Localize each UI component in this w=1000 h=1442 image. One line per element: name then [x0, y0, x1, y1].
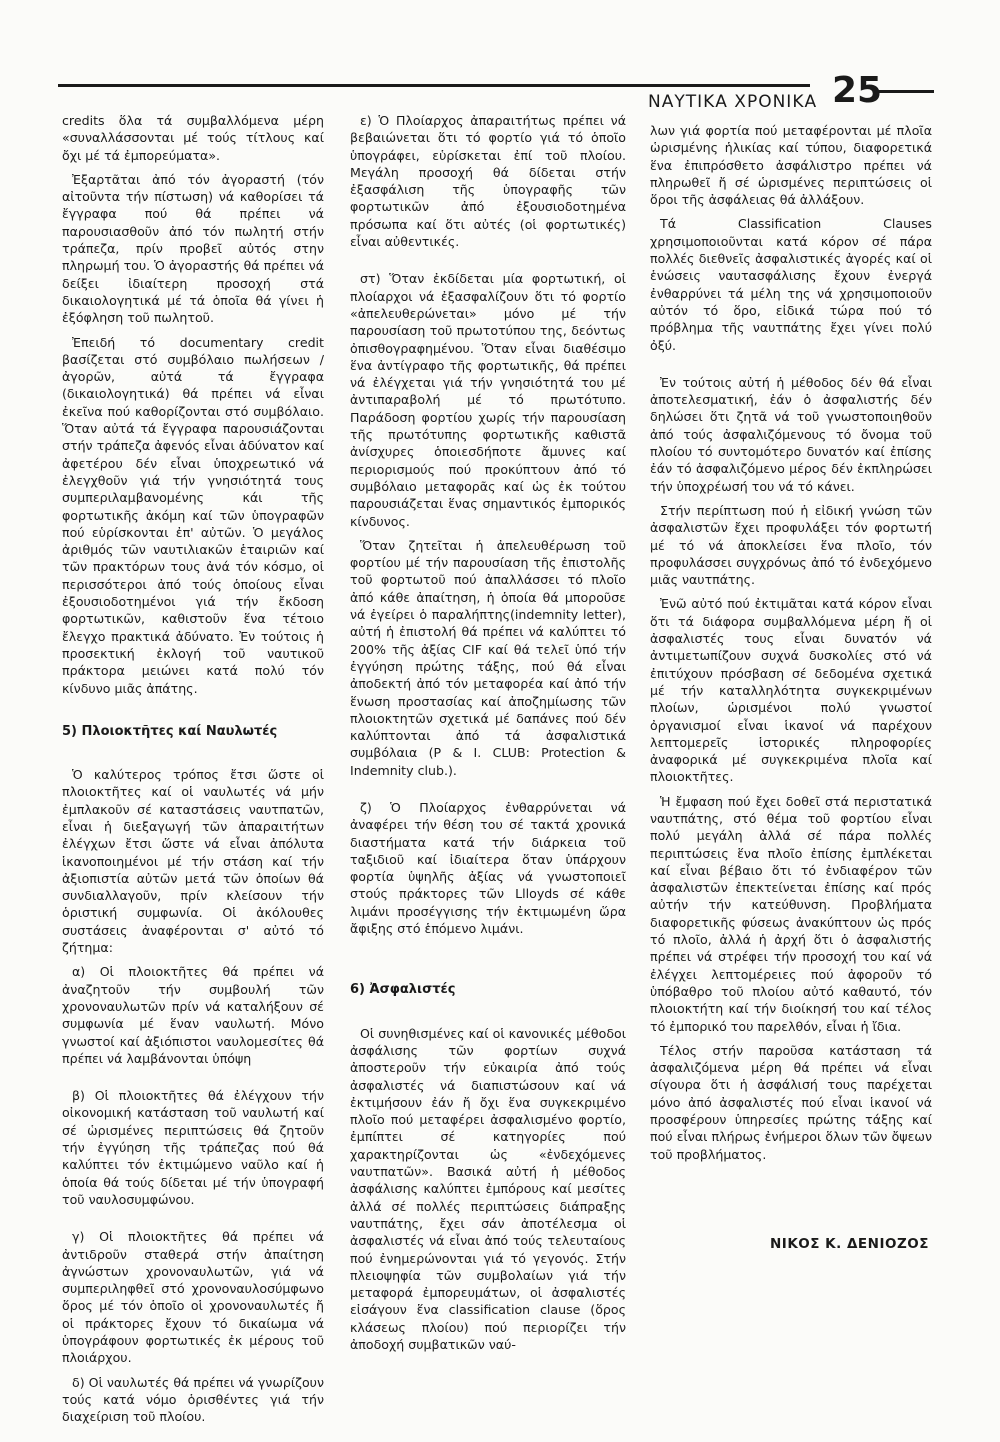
header-rule-right [878, 90, 934, 93]
section-heading-6: 6) Ἀσφαλιστές [350, 982, 456, 998]
list-item: ε) Ὁ Πλοίαρχος ἀπαραιτήτως πρέπει νά βεβαιώνεται ὅτι τό φορτίο γιά τό ὁποῖο ὑπογράφει, εὑρίσκεται ἐπί τοῦ πλοίου. Μεγάλη προσοχή θά δίδεται στήν ἐξασφάλιση τῆς ὑπογραφῆς τῶν φορτωτικῶν ἀπό ἐξουσιοδοτημένα πρόσωπα καί ὅτι αὐτές (οἱ φορτωτικές) εἶναι αὐθεντικές. [350, 113, 626, 250]
page-number: 25 [832, 70, 883, 111]
paragraph: Ἐνῶ αὐτό πού ἐκτιμᾶται κατά κόρον εἶναι ὅτι τά διάφορα συμβαλλόμενα μέρη ἤ οἱ ἀσφαλιστές τους εἶναι δυνατόν νά ἀντιμετωπίζουν συχνά δυσκολίες στό νά ἐπιτύχουν πρόσβαση σέ δεδομένα σχετικά μέ τήν καταλληλότητα συγκεκριμένων πλοίων, ὡρισμένοι πολύ γνωστοί ὀργανισμοί εἶναι ἱκανοί νά παρέχουν λεπτομερεῖς ἱστορικές πληροφορίες ἀναφορικά μέ συγκεκριμένα πλοῖα καί πλοιοκτῆτες. [650, 596, 932, 785]
paragraph: Οἱ συνηθισμένες καί οἱ κανονικές μέθοδοι ἀσφάλισης τῶν φορτίων συχνά ἀποστεροῦν τήν εὐκαιρία ἀπό τούς ἀσφαλιστές νά διαπιστώσουν καί νά ἐκτιμήσουν ἐάν ἤ ὄχι ἕνα συγκεκριμένο πλοῖο πού μεταφέρει ἀσφαλισμένο φορτίο, ἐμπίπτει σέ κατηγορίες πού χαρακτηρίζονται ὡς «ἐνδεχόμενες ναυτπατῶν». Βασικά αὐτή ἡ μέθοδος ἀσφάλισης καλύπτει ἐμπόρους καί μεσίτες ἀλλά σέ πολλές περιπτώσεις διάπραξης ναυτπάτης, ἔχει σάν ἀποτέλεσμα οἱ ἀσφαλιστές νά εἶναι ἀπό τούς τελευταίους πού ἐνημερώνονται γιά τό γεγονός. Στήν πλειοψηφία τῶν συμβολαίων γιά τήν μεταφορά ἐμπορευμάτων, οἱ ἀσφαλιστές εἰσάγουν ἕνα classification clause (ὅρος κλάσεως πλοίου) πού περιορίζει τήν ἀποδοχή συμβατικῶν ναύ- [350, 1025, 626, 1352]
paragraph: Ὁ καλύτερος τρόπος ἔτσι ὥστε οἱ πλοιοκτῆτες καί οἱ ναυλωτές νά μήν ἐμπλακοῦν σέ καταστάσεις ναυτπατῶν, εἶναι ἡ διεξαγωγή τῶν ἀπαραιτήτων ἐλέγχων ἔτσι ὥστε νά εἶναι ἀπόλυτα ἱκανοποιημένοι μέ τήν στάση καί τήν ἀξιοπιστία αὐτῶν μετά τῶν ὁποίων θά συνδιαλλαγοῦν, πρίν κλείσουν τήν ὁριστική συμφωνία. Οἱ ἀκόλουθες συστάσεις ἀναφέρονται σ' αὐτό τό ζήτημα: [62, 767, 324, 956]
paragraph: Ἐξαρτᾶται ἀπό τόν ἀγοραστή (τόν αἰτοῦντα τήν πίστωση) νά καθορίσει τά ἔγγραφα πού θά πρέπει νά παρουσιασθοῦν ἀπό τόν πωλητή στήν τράπεζα, πρίν προβεῖ αὐτός στην πληρωμή του. Ὁ ἀγοραστής θά πρέπει νά δείξει ἰδιαίτερη προσοχή στά δικαιολογητικά μέ τά ὁποῖα θά γίνει ἡ ἐξόφληση τοῦ πωλητοῦ. [62, 171, 324, 326]
paragraph: credits ὅλα τά συμβαλλόμενα μέρη «συναλλάσσονται μέ τούς τίτλους καί ὄχι μέ τά ἐμπορεύματα». [62, 113, 324, 163]
section-heading-5: 5) Πλοιοκτῆτες καί Ναυλωτές [62, 723, 278, 739]
paragraph: λων γιά φορτία πού μεταφέρονται μέ πλοῖα ὡρισμένης ἡλικίας καί τύπου, διαφορετικά ἕνα ἐπιπρόσθετο ἀσφάλιστρο πρέπει νά πληρωθεῖ ἤ σέ ὡρισμένες περιπτώσεις οἱ ὅροι τῆς ἀσφάλειας θά ἀλλάξουν. [650, 123, 932, 208]
magazine-title: ΝΑΥΤΙΚΑ ΧΡΟΝΙΚΑ [648, 92, 818, 112]
paragraph: Ἐν τούτοις αὐτή ἡ μέθοδος δέν θά εἶναι ἀποτελεσματική, ἐάν ὁ ἀσφαλιστής δέν δηλώσει ὅτι ζητᾶ νά τοῦ γνωστοποιηθοῦν ἀπό τούς ἀσφαλιζόμενους τό ὄνομα τοῦ πλοίου τό συντομότερο δυνατόν καί ἐπίσης ἐάν τό ἀσφαλιζόμενο μέρος δέν ἐκπληρώσει τήν ὑποχρέωσή του νά τό κάνει. [650, 374, 932, 494]
paragraph: Ἡ ἔμφαση πού ἔχει δοθεῖ στά περιστατικά ναυτπάτης, στό θέμα τοῦ φορτίου εἶναι πολύ μεγάλη ἀλλά σέ πάρα πολλές περιπτώσεις ἕνα πλοῖο ἐπίσης ἐμπλέκεται καί εἶναι βέβαιο ὅτι τό ἐνδιαφέρον τῶν ἀσφαλιστῶν ἐπεκτείνεται ἐπίσης καί πρός αὐτήν τήν κατεύθυνση. Προβλήματα διαφορετικῆς φύσεως ἀνακύπτουν ὡς πρός τό πλοῖο, ἀλλά ἡ ἀρχή ὅτι ὁ ἀσφαλιστής πρέπει νά στρέφει τήν προσοχή του καί νά ἐλέγχει λεπτομέρειες πού ἀφοροῦν τό ὑπόβαθρο τοῦ πλοίου αὐτό καθαυτό, τόν πλοιοκτήτη καί τήν διοίκησή του καί τέλος τό ἐμπορικό του παρελθόν, εἶναι ἡ ἴδια. [650, 793, 932, 1034]
paragraph: Τά Classification Clauses χρησιμοποιοῦνται κατά κόρον σέ πάρα πολλές διεθνεῖς ἀσφαλιστικές ἀγορές καί οἱ ἑνώσεις ναυτασφάλισης ἔχουν ἐνεργά ἐνθαρρύνει τά μέλη της νά χρησιμοποιοῦν αὐτόν τό ὅρο, εἰδικά τώρα πού τό πρόβλημα τῆς ναυτπάτης ἔχει γίνει πολύ ὀξύ. [650, 216, 932, 353]
paragraph: Τέλος στήν παροῦσα κατάσταση τά ἀσφαλιζόμενα μέρη θά πρέπει νά εἶναι σίγουρα ὅτι ἡ ἀσφάλισή τους παρέχεται μόνο ἀπό ἀσφαλιστές πού εἶναι ἱκανοί νά προσφέρουν ὑπηρεσίες πρώτης τάξης καί πού εἶναι πλήρως ἐνήμεροι ὅλων τῶν ὄψεων τοῦ προβλήματος. [650, 1042, 932, 1162]
paragraph: Ὅταν ζητεῖται ἡ ἀπελευθέρωση τοῦ φορτίου μέ τήν παρουσίαση τῆς ἐπιστολῆς τοῦ φορτωτοῦ πού ἀπαλλάσσει τό πλοῖο ἀπό κάθε ἀπαίτηση, ἡ ὁποία θά μποροῦσε νά ἐγείρει ὁ παραλήπτης(indemnity letter), αὐτή ἡ ἐπιστολή θά πρέπει νά καλύπτει τό 200% τῆς ἀξίας CIF καί θά τελεῖ ὑπό τήν ἐγγύηση πρώτης τάξης, πού θά εἶναι ἀποδεκτή ἀπό τόν μεταφορέα καί ἀπό τήν ἕνωση προστασίας καί ἀποζημίωσης τῶν πλοιοκτητῶν σχετικά μέ δαπάνες πού δέν καλύπτονται ἀπό τά ἀσφαλιστικά συμβόλαια (P & I. CLUB: Protection & Indemnity club.). [350, 537, 626, 778]
list-item: α) Οἱ πλοιοκτῆτες θά πρέπει νά ἀναζητοῦν τήν συμβουλή τῶν χρονοναυλωτῶν πρίν νά καταλήξουν σέ συμφωνία μέ ἕναν ναυλωτή. Μόνο γνωστοί καί ἀξιόπιστοι ναυλομεσίτες θά πρέπει νά λαμβάνονται ὑπόψη [62, 964, 324, 1066]
column-1 [62, 112, 324, 1425]
list-item: ζ) Ὁ Πλοίαρχος ἐνθαρρύνεται νά ἀναφέρει τήν θέση του σέ τακτά χρονικά διαστήματα κατά τήν διάρκεια τοῦ ταξιδιοῦ καί ἰδιαίτερα ὅταν ὑπάρχουν φορτία ὑψηλῆς ἀξίας νά γνωστοποιεῖ στούς πράκτορες τῶν Llloyds σέ κάθε λιμάνι προσέγγισης τήν ἐκτιμωμένη ὥρα ἄφιξης στό ἑπόμενο λιμάνι. [350, 799, 626, 937]
column-3 [650, 122, 932, 1394]
column-2 [350, 112, 626, 1384]
header-rule-left [58, 84, 810, 87]
paragraph: Ἐπειδή τό documentary credit βασίζεται στό συμβόλαιο πωλήσεων / ἀγορῶν, αὐτά τά ἔγγραφα (δικαιολογητικά) θά πρέπει νά εἶναι ἐκεῖνα πού καθορίζονται στό συμβόλαιο. Ὅταν αὐτά τά ἔγγραφα παρουσιάζονται στήν τράπεζα ἀφενός εἶναι ἀδύνατον καί ἀφετέρου δέν εἶναι ὑποχρεωτικό νά ἐλεγχθοῦν γιά τήν γνησιότητά τους συμπεριλαμβανομένης κάι τῆς φορτωτικῆς ἀκόμη καί τῶν ὑπογραφῶν πού εὑρίσκονται ἐπ' αὐτῶν. Ὁ μεγάλος ἀριθμός τῶν ναυτιλιακῶν ἑταιριῶν καί τῶν πρακτόρων τους ἀνά τόν κόσμο, οἱ περισσότεροι ἀπό τούς ὁποίους εἶναι ἐξουσιοδοτημένοι γιά τήν ἔκδοση φορτωτικῶν, καθιστοῦν ἕνα τέτοιο ἔλεγχο πρακτικά ἀδύνατο. Ἐν τούτοις ἡ προσεκτική ἐκλογή τοῦ ναυτικοῦ πράκτορα μειώνει κατά πολύ τόν κίνδυνο μιᾶς ἀπάτης. [62, 334, 324, 696]
list-item: γ) Οἱ πλοιοκτῆτες θά πρέπει νά ἀντιδροῦν σταθερά στήν ἀπαίτηση ἀγνώστων χρονοναυλωτῶν, γιά νά συμπεριληφθεῖ στό χρονοναυλοσύμφωνο ὅρος μέ τόν ὁποῖο οἱ χρονοναυλωτές ἤ οἱ πράκτορες ἔχουν τό δικαίωμα νά ὑπογράφουν φορτωτικές ἐκ μέρους τοῦ πλοιάρχου. [62, 1229, 324, 1366]
list-item: δ) Οἱ ναυλωτές θά πρέπει νά γνωρίζουν τούς κατά νόμο ὁρισθέντες γιά τήν διαχείριση τοῦ πλοίου. [62, 1374, 324, 1425]
list-item: β) Οἱ πλοιοκτῆτες θά ἐλέγχουν τήν οἰκονομική κατάσταση τοῦ ναυλωτή καί σέ ὡρισμένες περιπτώσεις θά ζητοῦν τήν ἐγγύηση τῆς τράπεζας πού θά καλύπτει τόν ἐκτιμώμενο ναῦλο καί ἡ ὁποία θά τούς δίδεται μέ τήν ὑπογραφή τοῦ ναυλοσυμφώνου. [62, 1088, 324, 1207]
list-item: στ) Ὅταν ἐκδίδεται μία φορτωτική, οἱ πλοίαρχοι νά ἐξασφαλίζουν ὅτι τό φορτίο «ἀπελευθερώνεται» μόνο μέ τήν παρουσίαση τοῦ πρωτοτύπου της, δεόντως ὀπισθογραφημένου. Ὅταν εἶναι διαθέσιμο ἕνα ἀντίγραφο τῆς φορτωτικῆς, θά πρέπει νά ἐλέγχεται γιά τήν γνησιότητά του μέ ἀντιπαραβολή μέ τό πρωτότυπο. Παράδοση φορτίου χωρίς τήν παρουσίαση τῆς πρωτότυπης φορτωτικῆς καθιστᾶ ἀνίσχυρες ὁποιεσδήποτε ἄμυνες καί περιορισμούς πού προκύπτουν ἀπό τό συμβόλαιο μεταφορᾶς καί ὡς ἐκ τούτου παρουσιάζεται ἕνας σημαντικός ἐμπορικός κίνδυνος. [350, 271, 626, 529]
author-signature: ΝΙΚΟΣ Κ. ΔΕΝΙΟΖΟΣ [770, 1236, 929, 1252]
paragraph: Στήν περίπτωση πού ἡ εἰδική γνώση τῶν ἀσφαλιστῶν ἔχει προφυλάξει τόν φορτωτή μέ τό νά ἀποκλείσει ἕνα πλοῖο, τόν προφυλάσσει συγχρόνως ἀπό τό ἐνδεχόμενο μιᾶς ναυτπάτης. [650, 502, 932, 588]
